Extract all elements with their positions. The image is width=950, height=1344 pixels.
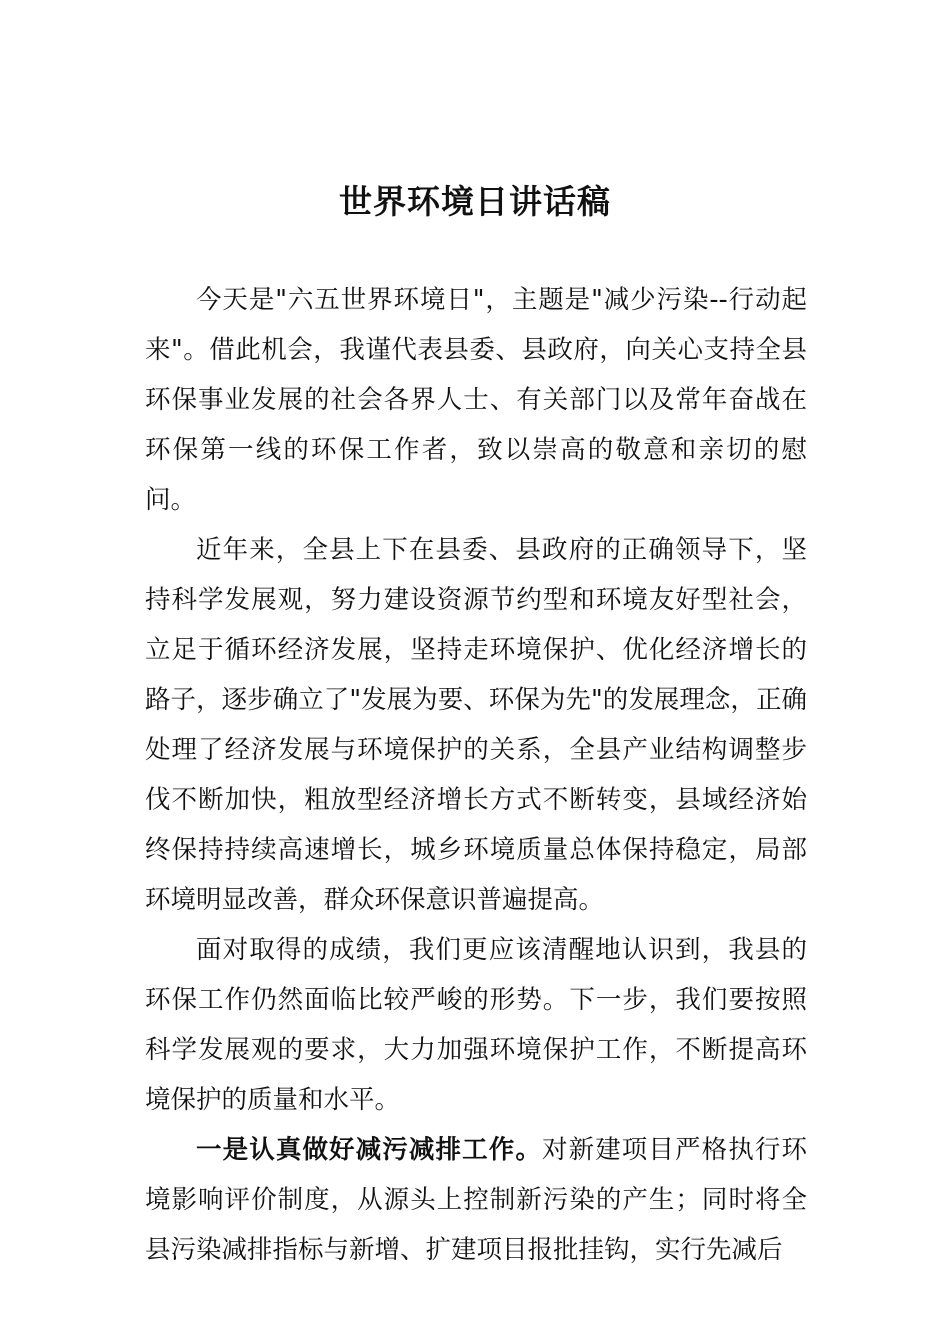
paragraph-4-lead: 一是认真做好减污减排工作。 — [196, 1135, 542, 1165]
paragraph-3: 面对取得的成绩，我们更应该清醒地认识到，我县的环保工作仍然面临比较严峻的形势。下一步，我们要按照科学发展观的要求，大力加强环境保护工作，不断提高环境保护的质量和水平。 — [145, 935, 807, 1115]
document-title: 世界环境日讲话稿 — [339, 182, 611, 221]
paragraph-2: 近年来，全县上下在县委、县政府的正确领导下，坚持科学发展观，努力建设资源节约型和环境友好型社会，立足于循环经济发展，坚持走环境保护、优化经济增长的路子，逐步确立了"发展为要、环保为先"的发展理念，正确处理了经济发展与环境保护的关系，全县产业结构调整步伐不断加快，粗放型经济增长方式不断转变，县域经济始终保持持续高速增长，城乡环境质量总体保持稳定，局部环境明显改善，群众环保意识普遍提高。 — [145, 535, 807, 915]
document-body — [145, 275, 807, 1275]
paragraph-4 — [145, 1125, 807, 1275]
paragraph-1: 今天是"六五世界环境日"，主题是"减少污染--行动起来"。借此机会，我谨代表县委、县政府，向关心支持全县环保事业发展的社会各界人士、有关部门以及常年奋战在环保第一线的环保工作者，致以崇高的敬意和亲切的慰问。 — [145, 285, 807, 515]
paragraph-4-text: 对新建项目严格执行环境影响评价制度，从源头上控制新污染的产生；同时将全县污染减排指标与新增、扩建项目报批挂钩，实行先减后 — [145, 1135, 807, 1265]
